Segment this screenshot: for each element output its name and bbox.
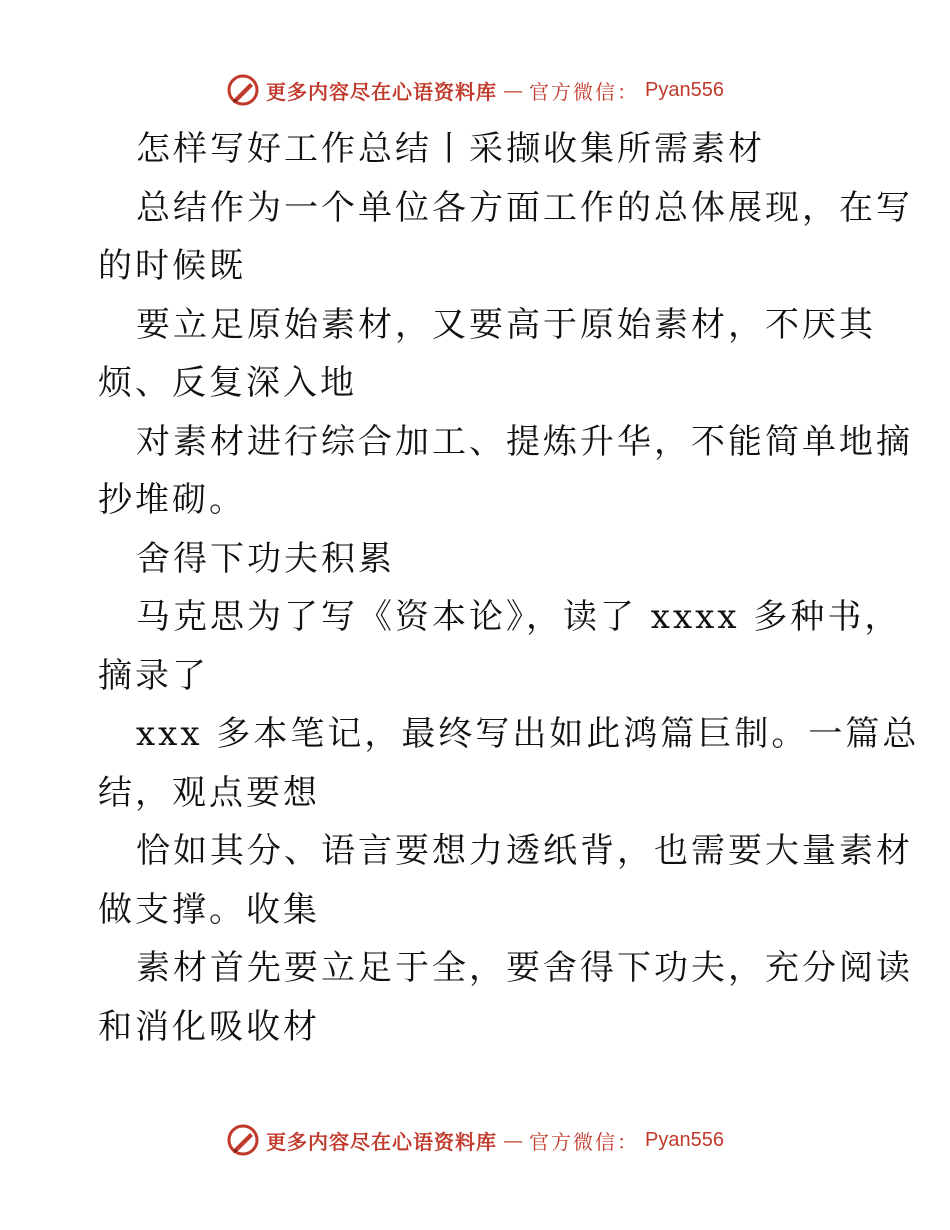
watermark-id: Pyan556: [645, 1128, 724, 1151]
text-line: 和消化吸收材: [98, 1006, 320, 1047]
text-line: 的时候既: [98, 246, 246, 286]
text-line: 恰如其分、语言要想力透纸背，也需要大量素材: [136, 831, 913, 871]
watermark-label: 官方微信：: [529, 1129, 640, 1154]
watermark-id: Pyan556: [645, 78, 724, 101]
pen-logo-icon: [226, 73, 260, 107]
text-line: 做支撑。收集: [98, 889, 320, 930]
text-line: xxx 多本笔记，最终写出如此鸿篇巨制。一篇总: [136, 714, 920, 754]
footer-watermark: [0, 1120, 950, 1160]
watermark-label: 官方微信：: [529, 79, 640, 104]
watermark-separator: —: [503, 1128, 524, 1152]
text-line: 舍得下功夫积累: [136, 538, 395, 579]
text-line: 怎样写好工作总结丨采撷收集所需素材: [136, 129, 765, 169]
text-line: 烦、反复深入地: [98, 363, 357, 403]
text-line: 对素材进行综合加工、提炼升华，不能简单地摘: [136, 421, 913, 462]
document-body: [98, 120, 920, 1056]
text-line: 马克思为了写《资本论》，读了 xxxx 多种书，: [136, 597, 902, 637]
pen-logo-icon: [226, 1123, 260, 1157]
watermark-text: 更多内容尽在心语资料库: [266, 1129, 498, 1154]
text-line: 要立足原始素材，又要高于原始素材，不厌其: [136, 304, 876, 345]
text-line: 素材首先要立足于全，要舍得下功夫，充分阅读: [136, 948, 913, 988]
text-line: 结，观点要想: [98, 772, 320, 813]
text-line: 抄堆砌。: [98, 480, 246, 520]
watermark-text: 更多内容尽在心语资料库: [266, 79, 498, 104]
header-watermark: [0, 70, 950, 110]
text-line: 摘录了: [98, 655, 209, 696]
text-line: 总结作为一个单位各方面工作的总体展现，在写: [136, 187, 913, 228]
watermark-separator: —: [503, 78, 524, 102]
